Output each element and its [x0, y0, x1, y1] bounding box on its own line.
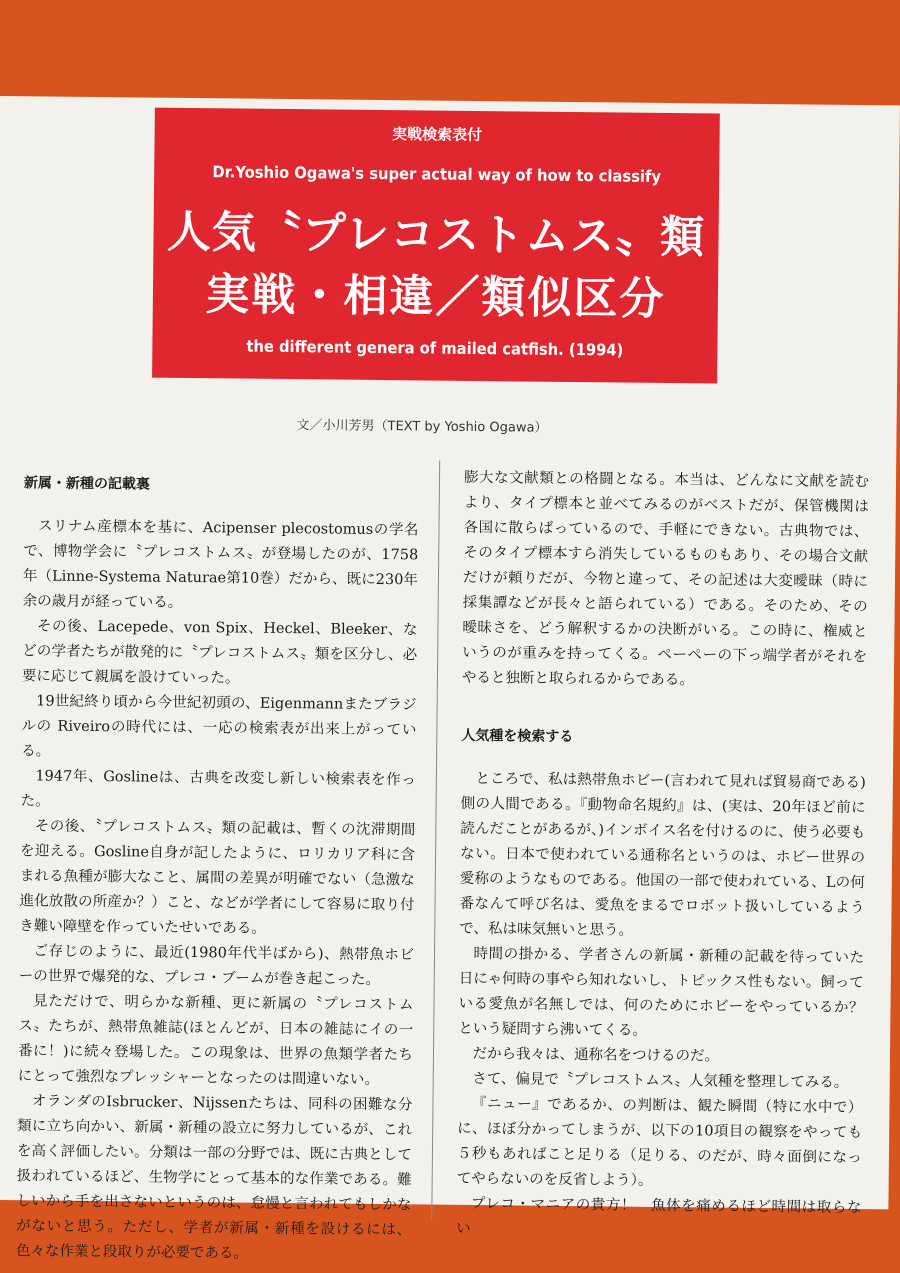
magazine-page — [0, 96, 900, 1262]
paragraph: 見ただけで、明らかな新種、更に新属の〝プレコストムス〟たちが、熱帯魚雑誌(ほとんどが、日本の雑誌にイの一番に！)に続々登場した。この現象は、世界の魚類学者たちにとって強烈なプレッシャーとなったのは間違いない。 — [17, 993, 414, 1089]
paragraph: 19世紀終り頃から今世紀初頭の、Eigenmannまたブラジルの Riveiroの時代には、一応の検索表が出来上がっている。 — [21, 693, 417, 760]
paragraph: スリナム産標本を基に、Acipenser plecostomusの学名で、博物学会に〝プレコストムス〟が登場したのが、1758年（Linne-Systema Naturae第10巻）だから、既に230年余の歳月が経っている。 — [22, 518, 419, 611]
column-divider — [431, 461, 440, 1221]
section-heading: 人気種を検索する — [461, 727, 574, 746]
right-column — [456, 466, 879, 1246]
banner-english-caption: the different genera of mailed catfish. (1994) — [246, 336, 624, 360]
banner-title-line-2: 実戦・相違／類似区分 — [205, 269, 666, 325]
paragraph: ご存じのように、最近(1980年代半ばから)、熱帯魚ホビーの世界で爆発的な、プレコ・ブームが巻き起こった。 — [18, 943, 415, 989]
paragraph: 時間の掛かる、学者さんの新属・新種の記載を待っていた日にゃ何時の事やら知れないし、トピックス性もない。飼っている愛魚が名無しでは、何のためにホビーをやっているか？ という疑問すら沸いてくる。 — [458, 946, 879, 1039]
paragraph: プレコ・マニアの貴方！ 魚体を痛めるほど時間は取らない — [456, 1195, 862, 1237]
paragraph: 1947年、Goslineは、古典を改変し新しい検索表を作った。 — [20, 768, 416, 810]
paragraph: その後、〝プレコストムス〟類の記載は、暫くの沈滞期間を迎える。Gosline自身が記したように、ロリカリア科に含まれる魚種が膨大なこと、属間の差異が明確でない（急激な進化放散の所産か？）こと、などが学者にして容易に取り付き難い障壁を作っていたせいである。 — [19, 818, 416, 937]
paragraph: オランダのIsbrucker、Nijssenたちは、同科の困難な分類に立ち向かい、新属・新種の設立に努力しているが、これを高く評価したい。分類は一部の分野では、既に古典として扱われているほど、生物学にとって基本的な作業である。難しいから手を出さないというのは、怠慢と言われてもしかながないと思う。ただし、学者が新属・新種を設けるには、色々な作業と段取りが必要である。 — [15, 1093, 413, 1262]
paragraph: 膨大な文献類との格闘となる。本当は、どんなに文献を読むより、タイプ標本と並べてみるのがベストだが、保管機関は各国に散らばっているので、手軽にできない。古典物では、そのタイプ標本すら消失しているものもあり、その場合文献だけが頼りだが、今物と違って、その記述は大変曖昧（時に採集譚などが長々と語られている）である。そのため、その曖昧さを、どう解釈するかの決断がいる。この時に、権威というのが重みを持ってくる。ペーペーの下っ端学者がそれをやると独断と取られるからである。 — [461, 469, 870, 689]
banner-title-line-1: 人気〝プレコストムス〟類 — [166, 206, 706, 264]
spacer — [462, 691, 867, 709]
paragraph: その後、Lacepede、von Spix、Heckel、Bleeker、などの学者たちが散発的に〝プレコストムス〟類を区分し、必要に応じて親属を設けていった。 — [21, 618, 418, 687]
paragraph: 『ニュー』であるか、の判断は、観た瞬間（特に水中で）に、ほぼ分かってしまうが、以下の10項目の観察をやっても５秒もあればこと足りる（足りる、のだが、時々面倒になってやらないのを反省しよう）。 — [456, 1095, 863, 1189]
banner-english-subtitle: Dr.Yoshio Ogawa's super actual way of how to classify — [212, 162, 662, 186]
author-byline: 文／小川芳男（TEXT by Yoshio Ogawa） — [296, 418, 548, 436]
banner-kicker: 実戦検索表付 — [392, 125, 483, 145]
paragraph: だから我々は、通称名をつけるのだ。 — [472, 1046, 720, 1065]
paragraph: ところで、私は熱帯魚ホビー(言われて見れば貿易商である)側の人間である。『動物命名規約』は、(実は、20年ほど前に読んだことがあるが、)インボイス名を付けるのに、使う必要もない。日本で使われている通称名というのは、ホビー世界の愛称のようなものである。他国の一部で使われている、Lの何番なんて呼び名は、愛魚をまるでロボット扱いしているようで、私は味気無いと思う。 — [459, 771, 866, 939]
left-column — [16, 456, 419, 1268]
paragraph: さて、偏見で〝プレコストムス〟人気種を整理してみる。 — [472, 1070, 849, 1091]
title-banner — [152, 108, 720, 384]
section-heading: 新属・新種の記載裏 — [23, 475, 151, 493]
